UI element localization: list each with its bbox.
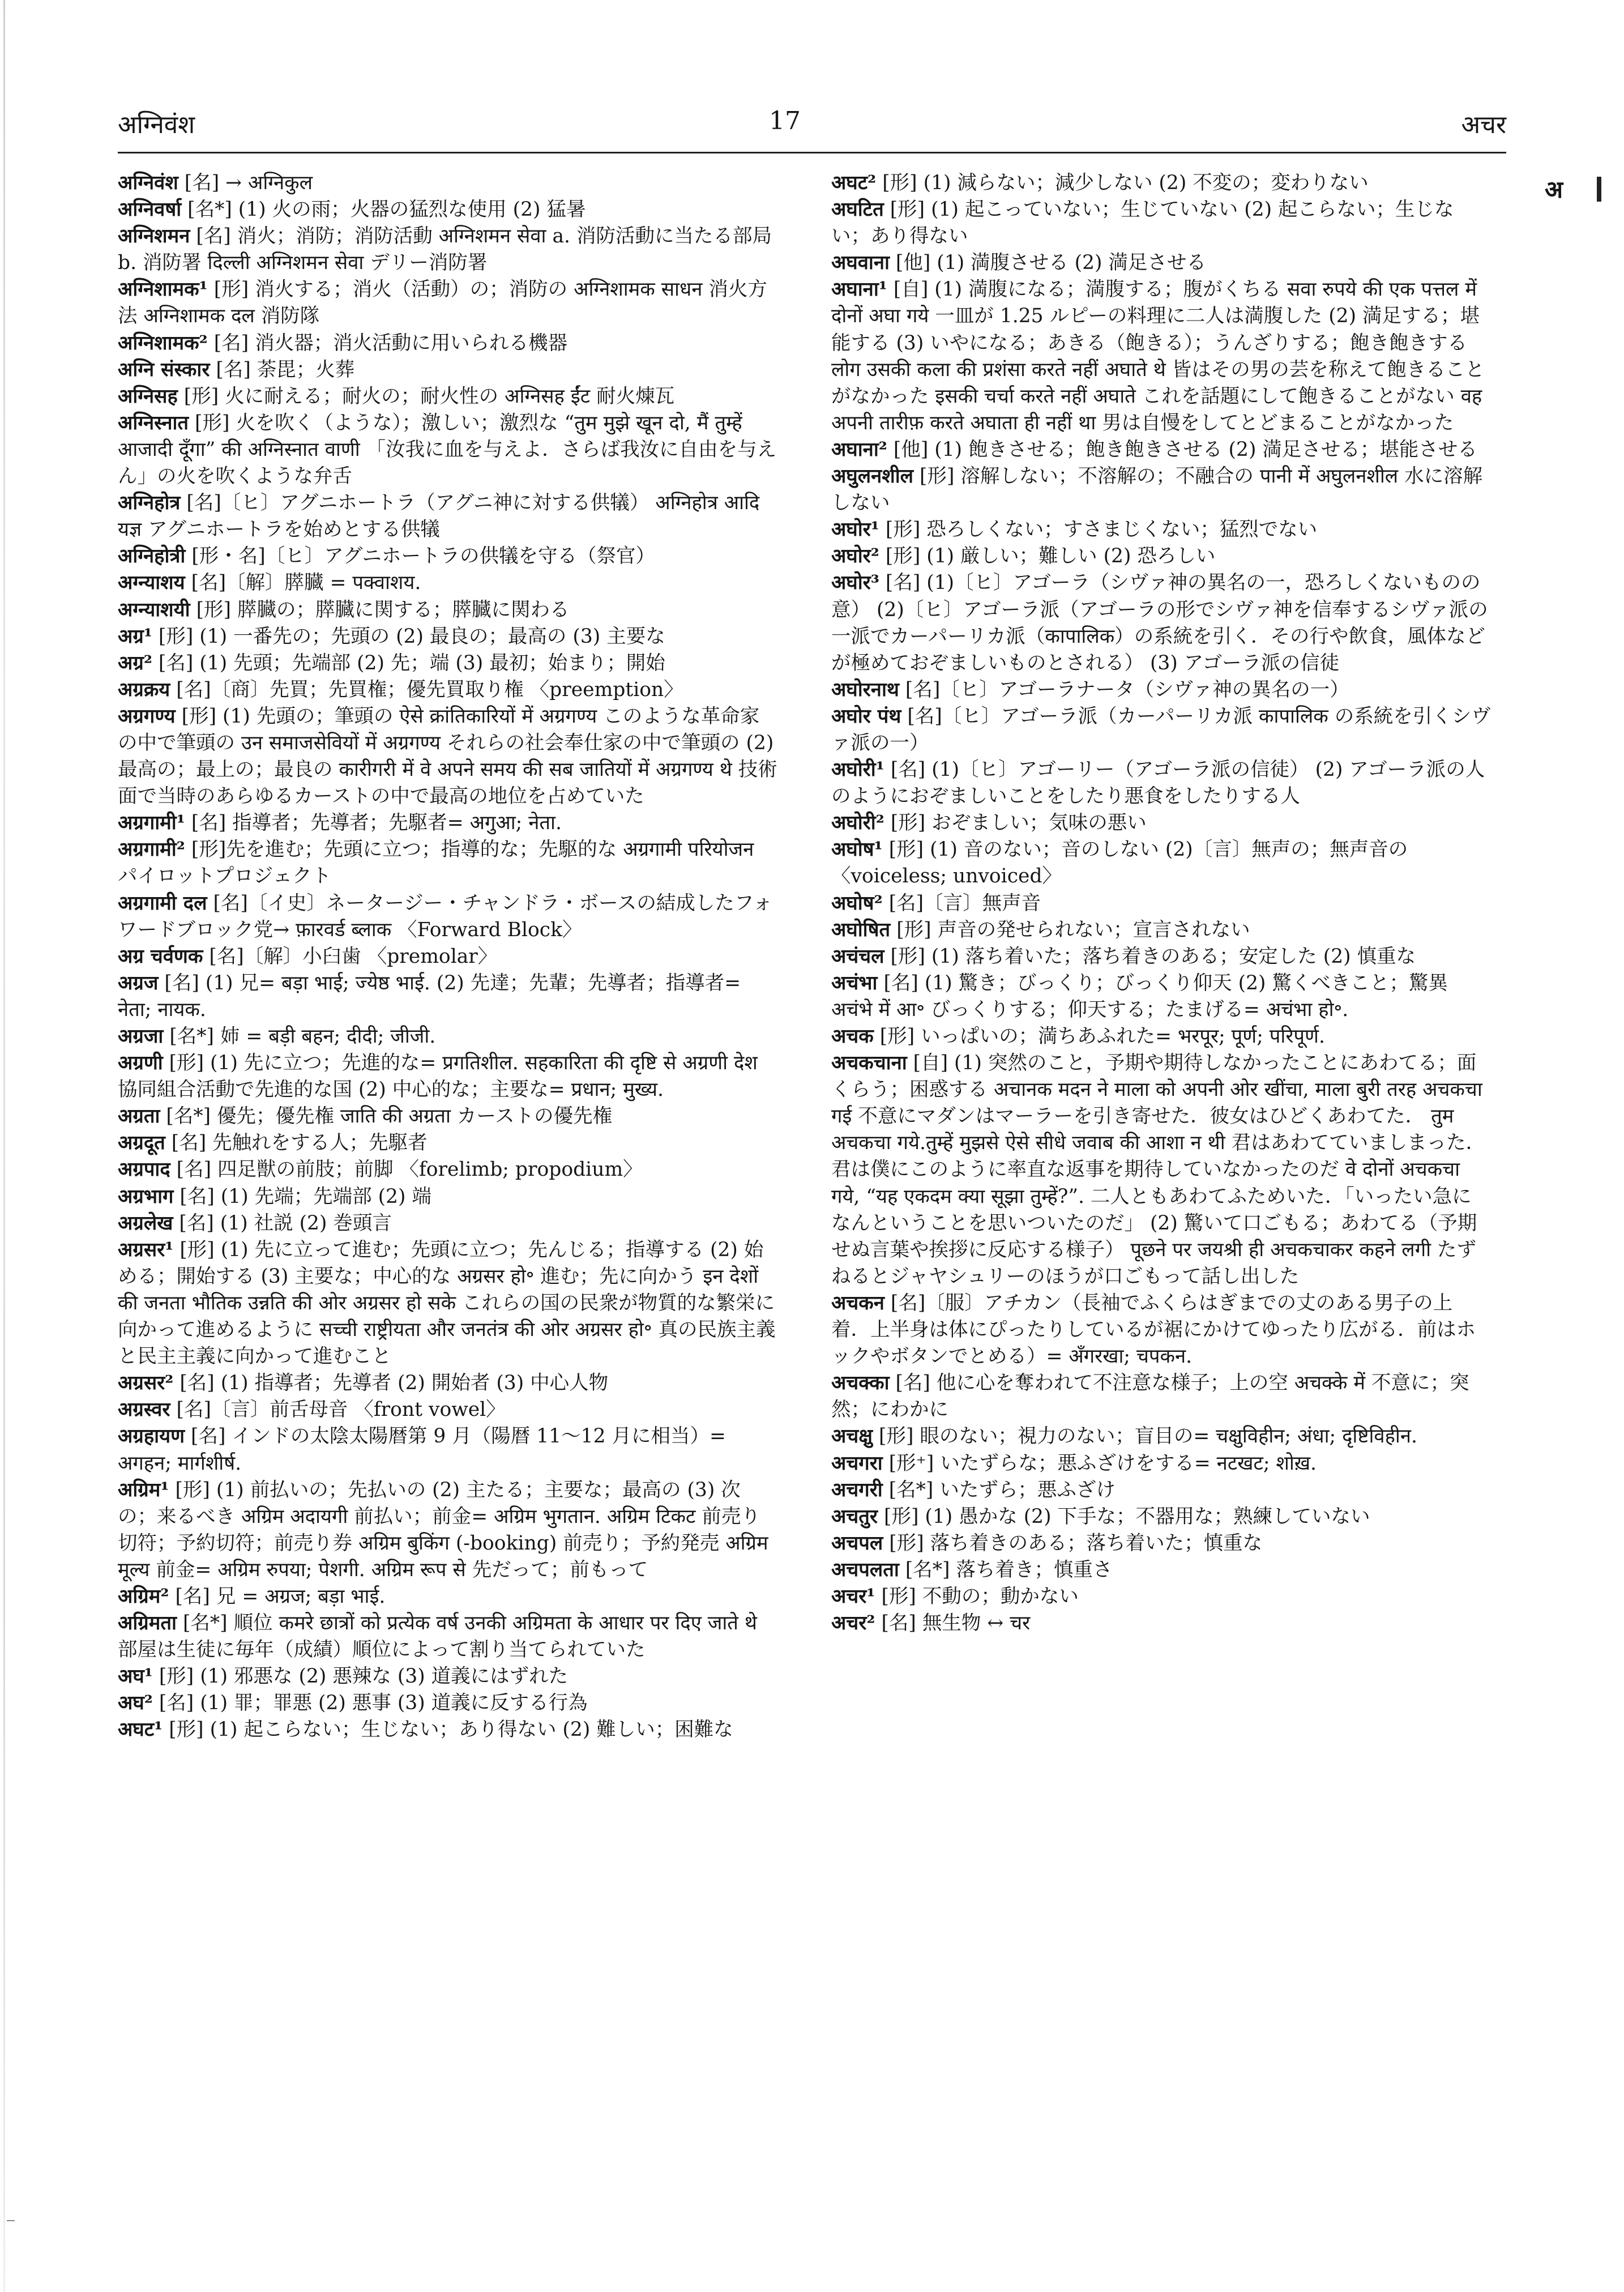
entry-headword: अग्रज [118, 971, 159, 995]
dictionary-entry [831, 1290, 1491, 1370]
entry-definition: [名] 指導者；先導者；先駆者= अगुआ; नेता. [191, 812, 562, 835]
dictionary-entry [118, 383, 777, 410]
entry-definition: [名*] (1) 火の雨；火器の猛烈な使用 (2) 猛暑 [187, 198, 586, 221]
entry-headword: अचकचाना [831, 1052, 907, 1075]
entry-definition: [名] (1) 罪；罪悪 (2) 悪事 (3) 道義に反する行為 [159, 1692, 588, 1715]
entry-headword: अग्रिम¹ [118, 1478, 169, 1501]
entry-definition: [名] 四足獣の前肢；前脚 〈forelimb; propodium〉 [176, 1158, 643, 1181]
dictionary-entry [831, 197, 1491, 250]
entry-headword: अग्र¹ [118, 625, 152, 648]
dictionary-entry [831, 543, 1491, 570]
dictionary-entry [118, 1050, 777, 1103]
entry-headword: अग्निस्नात [118, 411, 189, 434]
dictionary-entry [118, 1397, 777, 1423]
entry-definition: [形] おぞましい；気味の悪い [890, 812, 1147, 835]
entry-definition: [名] (1)〔ヒ〕アゴーラ（シヴァ神の異名の一，恐ろしくないものの意） (2)〔ヒ〕アゴーラ派（アゴーラの形でシヴァ神を信奉するシヴァ派の一派でカーパーリカ派（कापालिक）の系統を引く．その行や飲食，風体などが極めておぞましいものとされる） (3) アゴーラ派の信徒 [831, 571, 1488, 675]
entry-definition: [名] (1) 先端；先端部 (2) 端 [180, 1185, 431, 1208]
dictionary-entry [118, 1690, 777, 1717]
entry-headword: अग्रगण्य [118, 705, 176, 728]
dictionary-entry [118, 1130, 777, 1156]
entry-headword: अचगरी [831, 1478, 883, 1501]
entry-headword: अग्र चर्वणक [118, 945, 203, 968]
entry-definition: [形] (1) 落ち着いた；落ち着きのある；安定した (2) 慎重な [890, 945, 1416, 968]
thumb-index-bar [1597, 177, 1601, 202]
entry-definition: [名] インドの太陰太陽暦第 9 月（陽暦 11〜12 月に相当）= अगहन; मार्गशीर्ष. [118, 1425, 726, 1475]
entry-headword: अग्न्याशय [118, 571, 185, 595]
entry-definition: [名*] 順位 कमरे छात्रों को प्रत्येक वर्ष उनकी अग्रिमता के आधार पर दिए जाते थे 部屋は生徒に毎年（成績）順位によって割り当てられていた [118, 1612, 757, 1662]
left-column [118, 170, 777, 1744]
entry-headword: अघोर³ [831, 571, 879, 595]
dictionary-entry [831, 1050, 1491, 1290]
entry-definition: [形] 声音の発せられない；宣言されない [896, 918, 1250, 941]
entry-definition: [名] 消火器；消火活動に用いられる機器 [213, 331, 568, 355]
dictionary-entry [118, 1023, 777, 1050]
entry-headword: अग्रिम² [118, 1585, 169, 1608]
entry-headword: अग्निशामक² [118, 331, 208, 355]
entry-headword: अग्र² [118, 651, 152, 675]
entry-definition: [名] (1)〔ヒ〕アゴーリー（アゴーラ派の信徒） (2) アゴーラ派の人のようにおぞましいことをしたり悪食をしたりする人 [831, 758, 1485, 808]
dictionary-entry [118, 703, 777, 810]
entry-definition: [形] 眼のない；視力のない；盲目の= चक्षुविहीन; अंधा; दृष्टिविहीन. [878, 1425, 1417, 1448]
dictionary-entry [118, 1584, 777, 1610]
entry-definition: [名] 荼毘；火葬 [216, 358, 355, 381]
entry-definition: [名]〔解〕膵臓 = पक्वाशय. [191, 571, 421, 595]
entry-definition: [名]〔イ史〕ネータージー・チャンドラ・ボースの結成したフォワードブロック党→ फ़ारवर्ड ब्लाक 〈Forward Block〉 [118, 891, 773, 941]
entry-headword: अग्रसर¹ [118, 1238, 174, 1261]
entry-definition: [形⁺] いたずらな；悪ふざけをする= नटखट; शोख़. [888, 1452, 1317, 1475]
entry-definition: [名*] 優先；優先権 जाति की अग्रता カーストの優先権 [166, 1105, 613, 1128]
entry-headword: अग्रगामी² [118, 838, 185, 861]
entry-definition: [形] 火に耐える；耐火の；耐火性の अग्निसह ईंट 耐火煉瓦 [183, 385, 675, 408]
entry-headword: अग्रजा [118, 1025, 164, 1048]
dictionary-entry [831, 703, 1491, 757]
dictionary-entry [831, 1530, 1491, 1557]
dictionary-entry [831, 1477, 1491, 1504]
entry-definition: [名] (1) 指導者；先導者 (2) 開始者 (3) 中心人物 [180, 1372, 609, 1395]
dictionary-entry [831, 1423, 1491, 1450]
dictionary-entry [118, 624, 777, 650]
dictionary-entry [831, 1584, 1491, 1610]
entry-definition: [他] (1) 満腹させる (2) 満足させる [895, 251, 1206, 275]
entry-headword: अघटित [831, 198, 884, 221]
entry-headword: अघोरनाथ [831, 678, 899, 701]
dictionary-entry [118, 410, 777, 490]
entry-headword: अग्निशामक¹ [118, 278, 208, 301]
dictionary-entry [831, 517, 1491, 543]
dictionary-entry [831, 1370, 1491, 1423]
entry-headword: अघाना¹ [831, 278, 887, 301]
entry-definition: [名] (1) 兄= बड़ा भाई; ज्येष्ठ भाई. (2) 先達；先輩；先導者；指導者= नेता; नायक. [118, 971, 741, 1021]
entry-headword: अघ¹ [118, 1665, 153, 1688]
entry-headword: अचक [831, 1025, 874, 1048]
dictionary-entry [118, 543, 777, 570]
dictionary-entry [118, 1156, 777, 1183]
dictionary-entry [831, 1504, 1491, 1530]
entry-definition: [名]〔解〕小臼歯 〈premolar〉 [209, 945, 498, 968]
entry-definition: [名*] 落ち着き；慎重さ [905, 1558, 1113, 1581]
entry-definition: [名] 無生物 ↔ चर [881, 1612, 1031, 1635]
entry-definition: [形] 消火する；消火（活動）の；消防の अग्निशामक साधन 消火方法 अग्निशामक दल 消防隊 [118, 278, 767, 328]
entry-definition: [形] (1) 減らない；減少しない (2) 不変の；変わりない [882, 172, 1369, 194]
dictionary-entry [831, 437, 1491, 463]
entry-definition: [形] (1) 起こっていない；生じていない (2) 起こらない；生じない；あり得ない [831, 198, 1454, 248]
entry-headword: अघोर¹ [831, 518, 879, 541]
dictionary-entry [118, 170, 777, 197]
entry-definition: [名] (1) 驚き；びっくり；びっくり仰天 (2) 驚くべきこと；驚異 अचंभे में आ॰ びっくりする；仰天する；たまげる= अचंभा हो॰. [831, 971, 1448, 1021]
entry-headword: अघोरी² [831, 812, 884, 835]
dictionary-entry [118, 223, 777, 276]
entry-definition: [形] (1) 厳しい；難しい (2) 恐ろしい [885, 545, 1216, 568]
dictionary-entry [118, 1610, 777, 1663]
entry-definition: [形] 火を吹く（ような）；激しい；激烈な “तुम मुझे खून दो, मैं तुम्हें आजादी दूँगा” की अग्निस्नात वाणी 「汝我に血を与えよ．さらば我汝に自由を与えん」の火を吹くような弁舌 [118, 411, 777, 488]
header-rule [118, 152, 1506, 153]
entry-headword: अचपल [831, 1531, 883, 1555]
entry-definition: [名]〔ヒ〕アグニホートラ（アグニ神に対する供犠） अग्निहोत्र आदि यज्ञ アグニホートラを始めとする供犠 [118, 492, 760, 541]
entry-definition: [自] (1) 突然のこと，予期や期待しなかったことにあわてる；面くらう；困惑する अचानक मदन ने माला को अपनी ओर खींचा, माला बुरी तरह अचकचा गई 不意にマダンはマーラーを引き寄せた．彼女はひどくあわてた． तुम अचकचा गये.तुम्हें मुझसे ऐसे सीधे जवाब की आशा न थी 君はあわてていましまった．君は僕にこのように率直な返事を期待していなかったのだ वे दोनों अचकचा गये, “यह एकदम क्या सूझा तुम्हें?”. 二人ともあわてふためいた．「いったい急になんということを思いついたのだ」 (2) 驚いて口ごもる；あわてる（予期せぬ言葉や挨拶に反応する様子） पूछने पर जयश्री ही अचकचाकर कहने लगी たずねるとジャヤシュリーのほうが口ごもって話し出した [831, 1052, 1486, 1288]
entry-definition: [形] (1) 先頭の；筆頭の ऐसे क्रांतिकारियों में अग्रगण्य このような革命家の中で筆頭の उन समाजसेवियों में अग्रगण्य それらの社会奉仕家の中で筆頭の (2) 最高の；最上の；最良の कारीगरी में वे अपने समय की सब जातियों में अग्रगण्य थे 技術面で当時のあらゆるカーストの中で最高の地位を占めていた [118, 705, 777, 808]
dictionary-entry [118, 330, 777, 357]
running-head [118, 106, 1506, 157]
dictionary-entry [831, 810, 1491, 836]
entry-definition: [自] (1) 満腹になる；満腹する；腹がくちる सवा रुपये की एक पत्तल में दोनों अघा गये 一皿が 1.25 ルピーの料理に二人は満腹した (2) 満足する；堪能する (3) いやになる；あきる（飽きる）；うんざりする；飽き飽きする लोग उसकी कला की प्रशंसा करते नहीं अघाते थे 皆はその男の芸を称えて飽きることがなかった इसकी चर्चा करते नहीं अघाते これを話題にして飽きることがない वह अपनी तारीफ़ करते अघाता ही नहीं था 男は自慢をしてとどまることがなかった [831, 278, 1485, 434]
entry-definition: [形] (1) 先に立つ；先進的な= प्रगतिशील. सहकारिता की दृष्टि से अग्रणी देश 協同組合活動で先進的な国 (2) 中心的な；主要な= प्रधान; मुख्य. [118, 1052, 758, 1102]
dictionary-entry [831, 890, 1491, 917]
entry-headword: अग्रदूत [118, 1132, 165, 1155]
entry-definition: [形] (1) 一番先の；先頭の (2) 最良の；最高の (3) 主要な [158, 625, 665, 648]
entry-headword: अग्नि संस्कार [118, 358, 210, 381]
entry-headword: अग्रपाद [118, 1158, 170, 1181]
entry-definition: [名] 先触れをする人；先駆者 [171, 1132, 428, 1155]
dictionary-entry [118, 570, 777, 596]
dictionary-entry [118, 1717, 777, 1743]
dictionary-entry [831, 970, 1491, 1023]
entry-definition: [形] 落ち着きのある；落ち着いた；慎重な [889, 1531, 1263, 1555]
dictionary-entry [118, 970, 777, 1023]
dictionary-entry [118, 890, 777, 944]
entry-definition: [名] 兄 = अग्रज; बड़ा भाई. [175, 1585, 386, 1608]
dictionary-entry [118, 1103, 777, 1130]
right-guide-word: अचर [1461, 110, 1506, 139]
thumb-index-letter: अ [1545, 176, 1563, 203]
dictionary-entry [118, 1370, 777, 1397]
dictionary-entry [118, 1663, 777, 1690]
entry-headword: अग्रसर² [118, 1372, 174, 1395]
entry-headword: अग्निहोत्र [118, 492, 181, 515]
entry-definition: [名] (1) 社説 (2) 巻頭言 [179, 1211, 392, 1235]
entry-definition: [名]〔ヒ〕アゴーラ派（カーパーリカ派 कापालिक の系統を引くシヴァ派の一） [831, 705, 1491, 754]
scan-edge [3, 0, 5, 2292]
entry-headword: अग्रता [118, 1105, 160, 1128]
dictionary-entry [831, 1610, 1491, 1637]
dictionary-entry [831, 944, 1491, 970]
dictionary-entry [118, 836, 777, 890]
page-mark [7, 2220, 15, 2221]
dictionary-entry [831, 677, 1491, 703]
entry-headword: अग्रगामी¹ [118, 812, 185, 835]
entry-definition: [名]〔商〕先買；先買権；優先買取り権 〈preemption〉 [176, 678, 683, 701]
entry-definition: [形]先を進む；先頭に立つ；指導的な；先駆的な अग्रगामी परियोजन パイロットプロジェクト [118, 838, 754, 888]
entry-headword: अचकन [831, 1291, 884, 1314]
entry-headword: अग्रक्रय [118, 678, 170, 701]
entry-headword: अघोरी¹ [831, 758, 884, 782]
entry-headword: अग्रभाग [118, 1185, 174, 1208]
entry-definition: [名*] いたずら；悪ふざけ [888, 1478, 1116, 1501]
dictionary-entry [118, 944, 777, 970]
entry-definition: [形] いっぱいの；満ちあふれた= भरपूर; पूर्ण; परिपूर्ण. [879, 1025, 1325, 1048]
dictionary-entry [118, 1210, 777, 1237]
entry-definition: [形] (1) 邪悪な (2) 悪辣な (3) 道義にはずれた [159, 1665, 569, 1688]
dictionary-entry [831, 757, 1491, 810]
dictionary-entry [118, 597, 777, 624]
entry-definition: [形] (1) 愚かな (2) 下手な；不器用な；熟練していない [884, 1505, 1370, 1528]
entry-headword: अग्रणी [118, 1052, 163, 1075]
entry-headword: अघोष¹ [831, 838, 883, 861]
dictionary-entry [831, 170, 1491, 197]
entry-headword: अचंभा [831, 971, 878, 995]
entry-headword: अचपलता [831, 1558, 899, 1581]
entry-headword: अघोर पंथ [831, 705, 901, 728]
entry-definition: [名]〔言〕無声音 [888, 891, 1041, 915]
dictionary-entry [831, 276, 1491, 437]
dictionary-entry [118, 810, 777, 836]
entry-definition: [形] (1) 前払いの；先払いの (2) 主たる；主要な；最高の (3) 次の；来るべき अग्रिम अदायगी 前払い；前金= अग्रिम भुगतान. अग्रिम टिकट 前売り切符；予約切符；前売り券 अग्रिम बुकिंग (-booking) 前売り；予約発売 अग्रिम मूल्य 前金= अग्रिम रुपया; पेशगी. अग्रिम रूप से 先だって；前もって [118, 1478, 768, 1581]
entry-definition: [名]〔服〕アチカン（長袖でふくらはぎまでの丈のある男子の上着．上半身は体にぴったりしているが裾にかけてゆったり広がる．前はホックやボタンでとめる）= अँगरखा; चपकन. [831, 1291, 1476, 1368]
dictionary-entry [118, 1184, 777, 1210]
entry-headword: अघट¹ [118, 1718, 163, 1742]
entry-definition: [形・名]〔ヒ〕アグニホートラの供犠を守る（祭官） [191, 545, 656, 568]
entry-headword: अग्निवंश [118, 172, 178, 194]
entry-headword: अघट² [831, 172, 877, 194]
entry-definition: [名] 他に心を奪われて不注意な様子；上の空 अचक्के में 不意に；突然；にわかに [831, 1372, 1469, 1422]
dictionary-entry [831, 250, 1491, 276]
entry-definition: [名] (1) 先頭；先端部 (2) 先；端 (3) 最初；始まり；開始 [158, 651, 665, 675]
entry-headword: अग्निवर्षा [118, 198, 182, 221]
dictionary-entry [118, 357, 777, 383]
page-number: 17 [769, 106, 801, 135]
dictionary-entry [118, 276, 777, 330]
dictionary-entry [118, 197, 777, 223]
dictionary-entry [118, 1477, 777, 1584]
entry-definition: [形] 膵臓の；膵臓に関する；膵臓に関わる [196, 598, 570, 621]
entry-headword: अचक्का [831, 1372, 890, 1395]
dictionary-entry [118, 677, 777, 703]
dictionary-entry [118, 1237, 777, 1370]
entry-definition: [名]〔言〕前舌母音 〈front vowel〉 [176, 1398, 506, 1422]
entry-definition: [名*] 姉 = बड़ी बहन; दीदी; जीजी. [169, 1025, 436, 1048]
entry-headword: अचक्षु [831, 1425, 873, 1448]
entry-headword: अग्निशमन [118, 225, 190, 248]
entry-definition: [形] (1) 起こらない；生じない；あり得ない (2) 難しい；困難な [169, 1718, 733, 1742]
entry-headword: अघाना² [831, 438, 887, 461]
entry-headword: अग्न्याशयी [118, 598, 190, 621]
entry-definition: [名] 消火；消防；消防活動 अग्निशमन सेवा a. 消防活動に当たる部局 b. 消防署 दिल्ली अग्निशमन सेवा デリー消防署 [118, 225, 772, 275]
entry-definition: [形] 不動の；動かない [881, 1585, 1079, 1608]
entry-headword: अग्रस्वर [118, 1398, 170, 1422]
entry-definition: [形] 恐ろしくない；すさまじくない；猛烈でない [885, 518, 1318, 541]
dictionary-entry [831, 570, 1491, 676]
dictionary-entry [831, 1557, 1491, 1584]
entry-headword: अचंचल [831, 945, 884, 968]
entry-headword: अचर¹ [831, 1585, 875, 1608]
entry-definition: [名]〔ヒ〕アゴーラナータ（シヴァ神の異名の一） [905, 678, 1349, 701]
entry-definition: [形] (1) 音のない；音のしない (2)〔言〕無声の；無声音の 〈voiceless; unvoiced〉 [831, 838, 1408, 888]
dictionary-entry [831, 1450, 1491, 1477]
entry-headword: अघ² [118, 1692, 153, 1715]
entry-definition: [形] 溶解しない；不溶解の；不融合の पानी में अघुलनशील 水に溶解しない [831, 465, 1483, 515]
dictionary-entry [118, 1423, 777, 1476]
entry-headword: अचर² [831, 1612, 875, 1635]
entry-headword: अघोषित [831, 918, 891, 941]
entry-headword: अघुलनशील [831, 465, 914, 488]
entry-headword: अग्रहायण [118, 1425, 185, 1448]
entry-definition: [形] (1) 先に立って進む；先頭に立つ；先んじる；指導する (2) 始める；開始する (3) 主要な；中心的な अग्रसर हो॰ 進む；先に向かう इन देशों की जनता भौतिक उन्नति की ओर अग्रसर हो सके これらの国の民衆が物質的な繁栄に向かって進めるように सच्ची राष्ट्रीयता और जनतंत्र की ओर अग्रसर हो॰ 真の民族主義と民主主義に向かって進むこと [118, 1238, 776, 1368]
entry-headword: अग्निसह [118, 385, 178, 408]
entry-definition: [他] (1) 飽きさせる；飽き飽きさせる (2) 満足させる；堪能させる [893, 438, 1477, 461]
dictionary-entry [831, 836, 1491, 890]
entry-headword: अग्रलेख [118, 1211, 173, 1235]
left-guide-word: अग्निवंश [118, 110, 195, 139]
entry-headword: अग्निहोत्री [118, 545, 186, 568]
entry-headword: अघोष² [831, 891, 883, 915]
entry-headword: अग्रगामी दल [118, 891, 207, 915]
dictionary-entry [831, 917, 1491, 944]
dictionary-entry [831, 1023, 1491, 1050]
entry-headword: अघवाना [831, 251, 890, 275]
entry-definition: [名] → अग्निकुल [184, 172, 313, 194]
dictionary-entry [118, 490, 777, 543]
dictionary-entry [831, 463, 1491, 517]
entry-headword: अचगरा [831, 1452, 883, 1475]
entry-headword: अघोर² [831, 545, 879, 568]
entry-headword: अचतुर [831, 1505, 878, 1528]
entry-headword: अग्रिमता [118, 1612, 177, 1635]
right-column [831, 170, 1491, 1637]
dictionary-entry [118, 650, 777, 677]
